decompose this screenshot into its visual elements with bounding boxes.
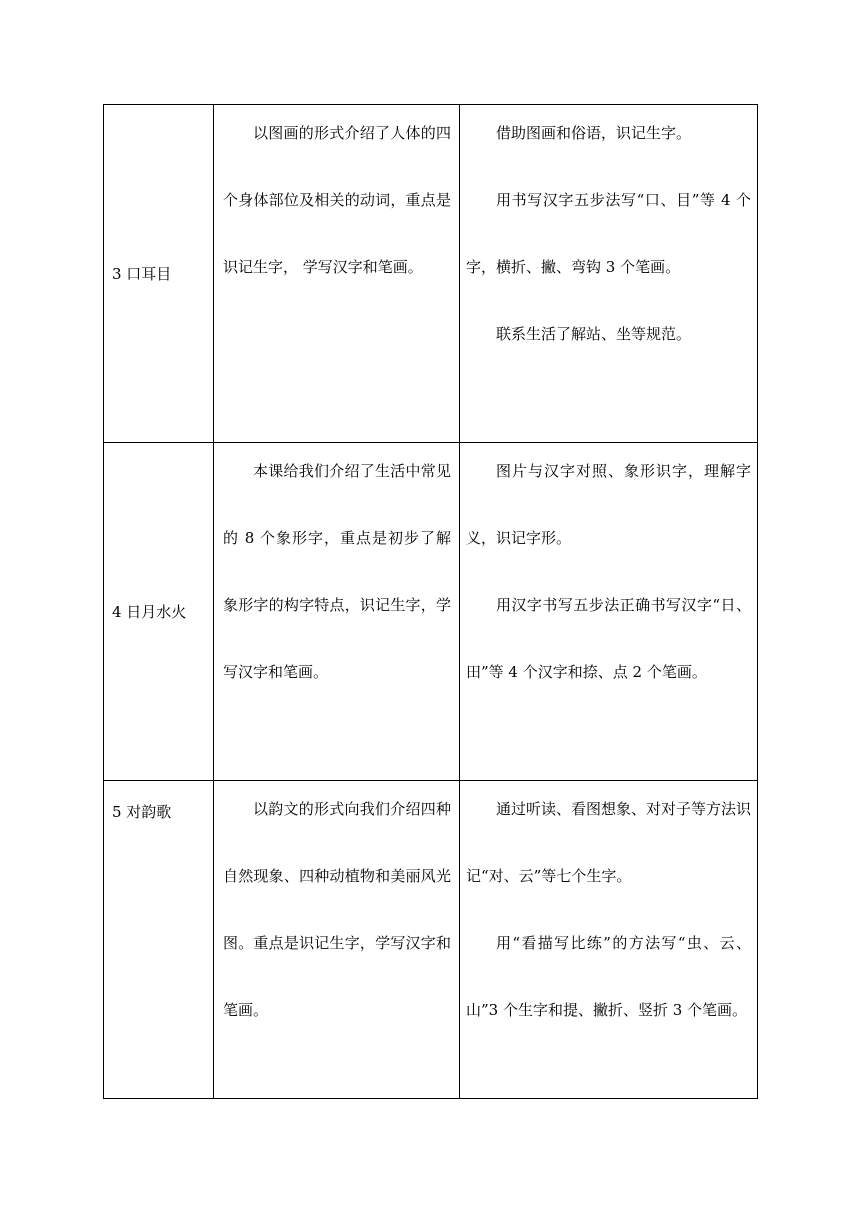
lesson-title-cell <box>104 781 214 1099</box>
lesson-methods-cell <box>460 105 758 443</box>
lesson-content: 以图画的形式介绍了人体的四个身体部位及相关的动词，重点是识记生字， 学写汉字和笔画。 <box>223 124 451 276</box>
lesson-content-cell <box>214 443 460 781</box>
table-row <box>104 781 758 1099</box>
lesson-title-cell <box>104 443 214 781</box>
lesson-title: 5 对韵歌 <box>112 803 172 821</box>
lesson-content-cell <box>214 105 460 443</box>
method-paragraph: 用“看描写比练”的方法写“虫、云、山”3 个生字和提、撇折、竖折 3 个笔画。 <box>466 934 751 1019</box>
lesson-content: 本课给我们介绍了生活中常见的 8 个象形字，重点是初步了解象形字的构字特点，识记生字，学写汉字和笔画。 <box>223 462 451 681</box>
lesson-title-cell <box>104 105 214 443</box>
lesson-title: 3 口耳目 <box>112 265 172 283</box>
method-paragraph: 联系生活了解站、坐等规范。 <box>496 325 692 343</box>
method-paragraph: 图片与汉字对照、象形识字，理解字义，识记字形。 <box>466 462 751 547</box>
lesson-title: 4 日月水火 <box>112 603 187 621</box>
table-row <box>104 105 758 443</box>
lesson-methods-cell <box>460 781 758 1099</box>
method-paragraph: 用书写汉字五步法写“口、目”等 4 个字，横折、撇、弯钩 3 个笔画。 <box>466 191 751 276</box>
lesson-table <box>103 104 758 1099</box>
lesson-methods-cell <box>460 443 758 781</box>
table-row <box>104 443 758 781</box>
lesson-content-cell <box>214 781 460 1099</box>
method-paragraph: 用汉字书写五步法正确书写汉字“日、田”等 4 个汉字和捺、点 2 个笔画。 <box>466 596 751 681</box>
method-paragraph: 通过听读、看图想象、对对子等方法识记“对、云”等七个生字。 <box>466 800 752 885</box>
lesson-content: 以韵文的形式向我们介绍四种自然现象、四种动植物和美丽风光图。重点是识记生字，学写汉字和笔画。 <box>223 800 451 1019</box>
method-paragraph: 借助图画和俗语，识记生字。 <box>496 124 692 142</box>
